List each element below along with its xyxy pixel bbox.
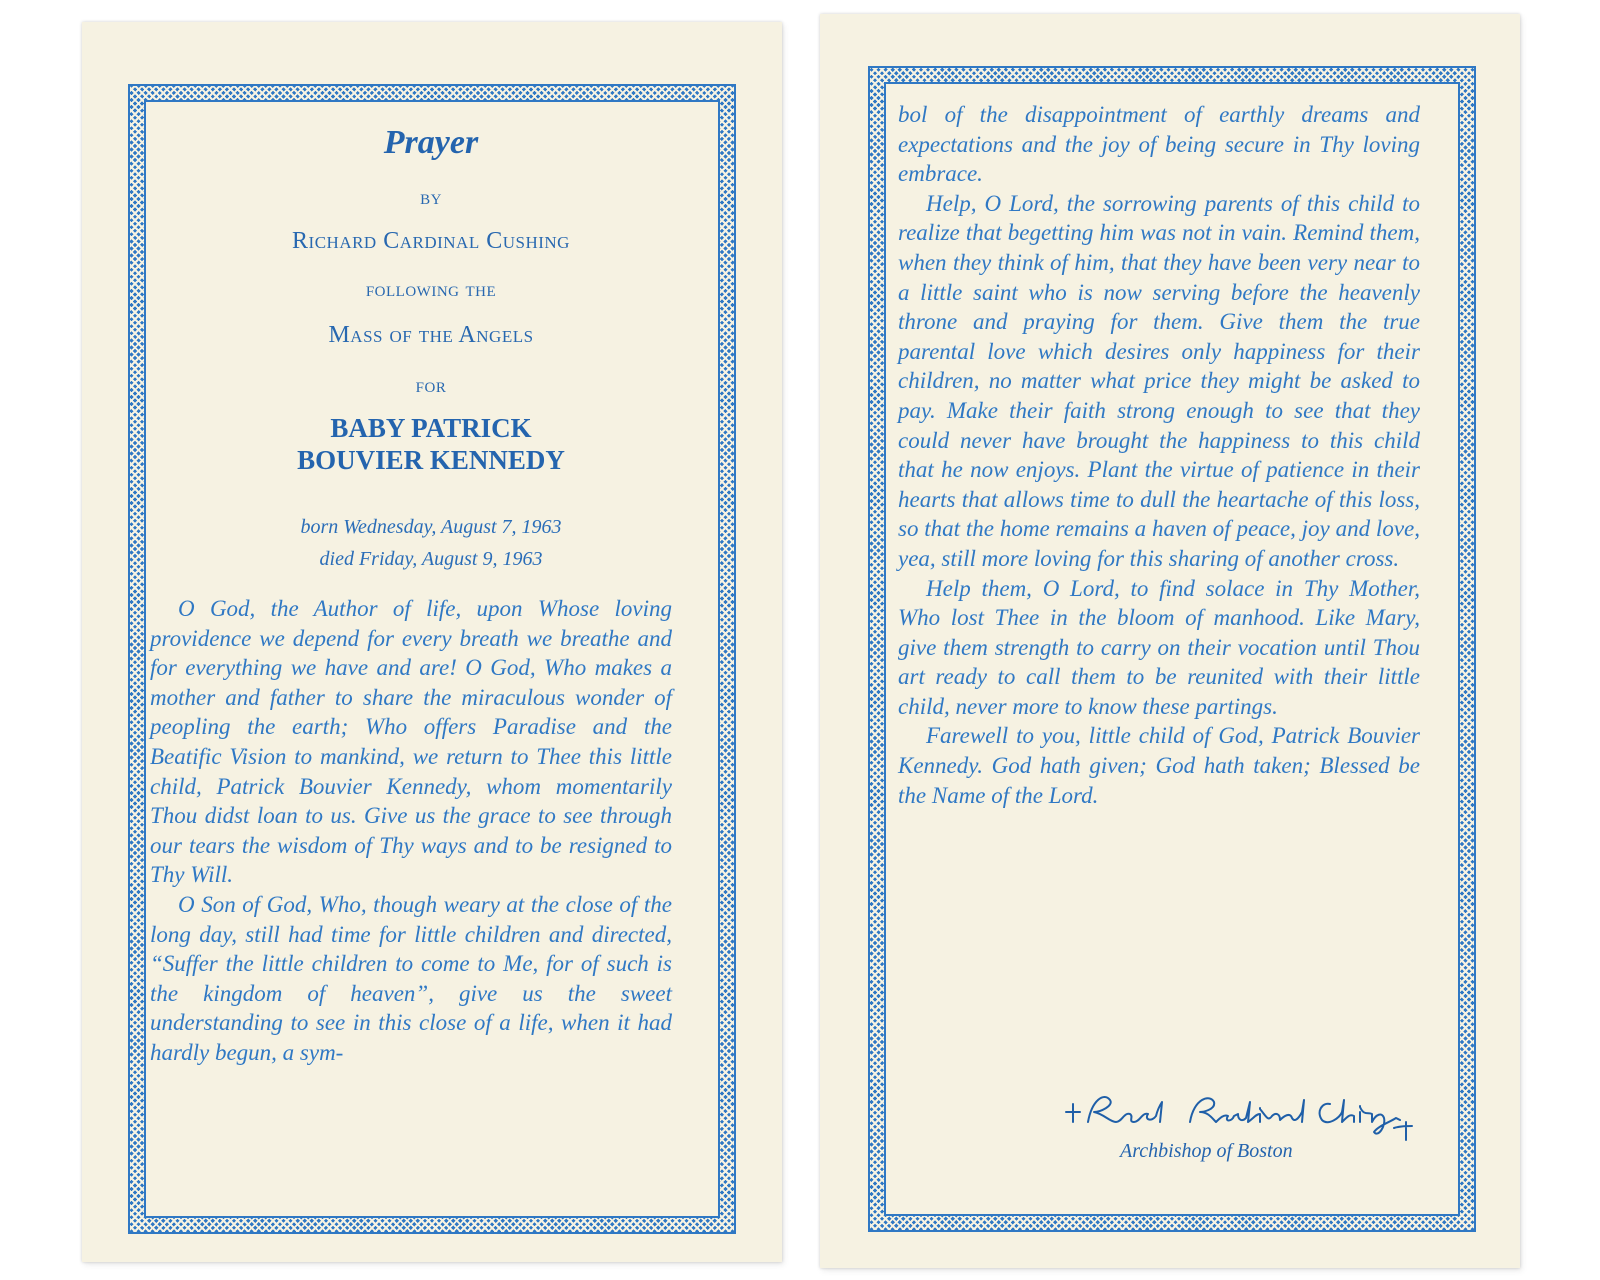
author-line: Richard Cardinal Cushing xyxy=(292,228,570,254)
paragraph: Help them, O Lord, to find solace in Thy Mother, Who lost Thee in the bloom of manhood. Like Mary, give them strength to carry on their vocation until Thou art ready to call them to be reunited with their little child, never more to know these partings. xyxy=(898,575,1420,719)
front-content xyxy=(144,100,718,1214)
following-line: following the xyxy=(365,276,497,301)
paragraph: Help, O Lord, the sorrowing parents of this child to realize that begetting him was not in vain. Remind them, when they think of him, that they have been very near to a little saint who is now serving before the heavenly throne and praying for them. Give them the true parental love which desires only happiness for their children, no matter what price they might be asked to pay. Make their faith strong enough to see that they could never have brought the happiness to this child that he now enjoys. Plant the virtue of patience in their hearts that allows time to dull the heartache of this loss, so that the home remains a haven of peace, joy and love, yea, still more loving for this sharing of another cross. xyxy=(898,190,1420,571)
signature xyxy=(1044,1082,1464,1142)
by-line: by xyxy=(420,184,442,209)
prayer-card-back xyxy=(820,14,1520,1268)
name-line-1: BABY PATRICK xyxy=(330,413,532,443)
prayer-card-front xyxy=(82,22,782,1262)
back-content xyxy=(884,82,1458,1212)
name-line-2: BOUVIER KENNEDY xyxy=(297,445,565,475)
prayer-body-front xyxy=(150,594,672,1068)
prayer-title: Prayer xyxy=(383,124,479,161)
mass-line: Mass of the Angels xyxy=(328,322,534,348)
for-line: for xyxy=(415,372,447,397)
born-date: born Wednesday, August 7, 1963 xyxy=(300,516,562,538)
paragraph: bol of the disappointment of earthly dreams and expectations and the joy of being secure in Thy loving embrace. xyxy=(898,102,1420,187)
signature-title: Archbishop of Boston xyxy=(1120,1140,1293,1162)
signature-block xyxy=(1044,1082,1464,1172)
died-date: died Friday, August 9, 1963 xyxy=(319,548,543,570)
paragraph: O God, the Author of life, upon Whose loving providence we depend for every breath we breathe and for everything we have and are! O God, Who makes a mother and father to share the miraculous wonder of peopling the earth; Who offers Paradise and the Beatific Vision to mankind, we return to Thee this little child, Patrick Bouvier Kennedy, whom momentarily Thou didst loan to us. Give us the grace to see through our tears the wisdom of Thy ways and to be resigned to Thy Will. xyxy=(150,596,672,888)
handwritten-signature xyxy=(1044,1082,1444,1142)
prayer-body-back xyxy=(898,100,1420,810)
paragraph: Farewell to you, little child of God, Patrick Bouvier Kennedy. God hath given; God hath taken; Blessed be the Name of the Lord. xyxy=(898,723,1420,808)
paragraph: O Son of God, Who, though weary at the close of the long day, still had time for little children and directed, “Suffer the little children to come to Me, for of such is the kingdom of heaven”, give us the sweet understanding to see in this close of a life, when it had hardly begun, a sym- xyxy=(150,891,672,1065)
